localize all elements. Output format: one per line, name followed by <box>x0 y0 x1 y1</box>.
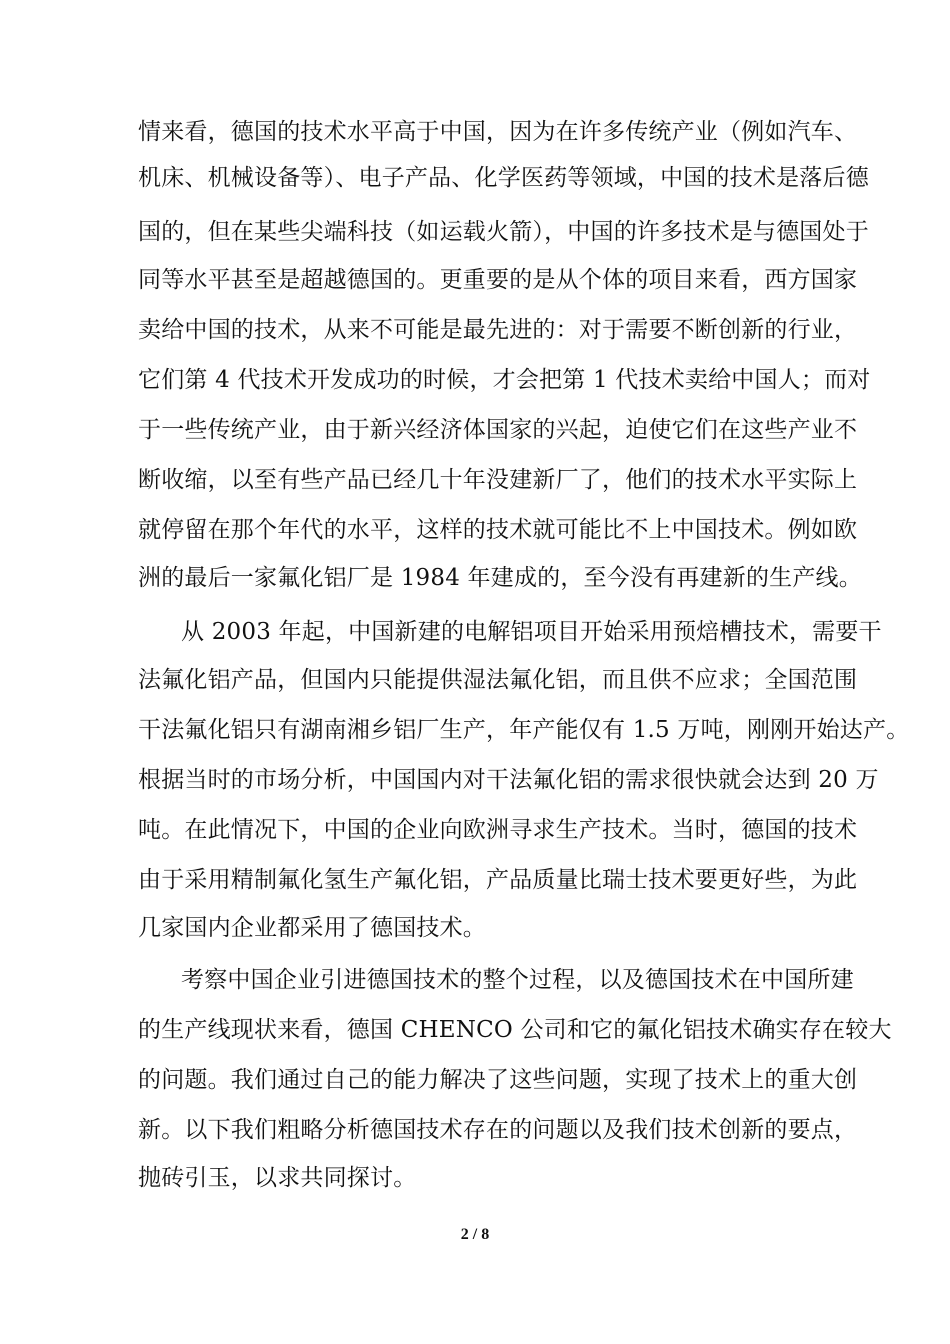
text-line: 抛砖引玉，以求共同探讨。 <box>138 1165 417 1191</box>
text-line: 洲的最后一家氟化铝厂是 1984 年建成的，至今没有再建新的生产线。 <box>138 565 862 591</box>
text-line: 同等水平甚至是超越德国的。更重要的是从个体的项目来看，西方国家 <box>138 267 858 293</box>
text-line: 的问题。我们通过自己的能力解决了这些问题，实现了技术上的重大创 <box>138 1067 858 1093</box>
text-line: 从 2003 年起，中国新建的电解铝项目开始采用预焙槽技术，需要干 <box>181 619 882 645</box>
text-line: 吨。在此情况下，中国的企业向欧洲寻求生产技术。当时，德国的技术 <box>138 817 858 843</box>
text-line: 机床、机械设备等）、电子产品、化学医药等领域，中国的技术是落后德 <box>138 165 869 191</box>
text-line: 于一些传统产业，由于新兴经济体国家的兴起，迫使它们在这些产业不 <box>138 417 858 443</box>
text-line: 法氟化铝产品，但国内只能提供湿法氟化铝，而且供不应求；全国范围 <box>138 667 858 693</box>
text-line: 几家国内企业都采用了德国技术。 <box>138 915 486 941</box>
text-line: 断收缩，以至有些产品已经几十年没建新厂了，他们的技术水平实际上 <box>138 467 858 493</box>
text-line: 它们第 4 代技术开发成功的时候，才会把第 1 代技术卖给中国人；而对 <box>138 367 871 393</box>
text-line: 由于采用精制氟化氢生产氟化铝，产品质量比瑞士技术要更好些，为此 <box>138 867 858 893</box>
text-line: 情来看，德国的技术水平高于中国，因为在许多传统产业（例如汽车、 <box>138 119 858 145</box>
text-line: 干法氟化铝只有湖南湘乡铝厂生产，年产能仅有 1.5 万吨，刚刚开始达产。 <box>138 717 910 743</box>
page-number: 2 / 8 <box>460 1226 490 1243</box>
text-line: 卖给中国的技术，从来不可能是最先进的：对于需要不断创新的行业， <box>138 317 858 343</box>
text-line: 新。以下我们粗略分析德国技术存在的问题以及我们技术创新的要点， <box>138 1117 858 1143</box>
text-line: 就停留在那个年代的水平，这样的技术就可能比不上中国技术。例如欧 <box>138 517 858 543</box>
text-line: 考察中国企业引进德国技术的整个过程，以及德国技术在中国所建 <box>181 967 854 993</box>
text-line: 的生产线现状来看，德国 CHENCO 公司和它的氟化铝技术确实存在较大 <box>138 1017 892 1043</box>
text-line: 国的，但在某些尖端科技（如运载火箭），中国的许多技术是与德国处于 <box>138 219 869 245</box>
text-line: 根据当时的市场分析，中国国内对干法氟化铝的需求很快就会达到 20 万 <box>138 767 879 793</box>
